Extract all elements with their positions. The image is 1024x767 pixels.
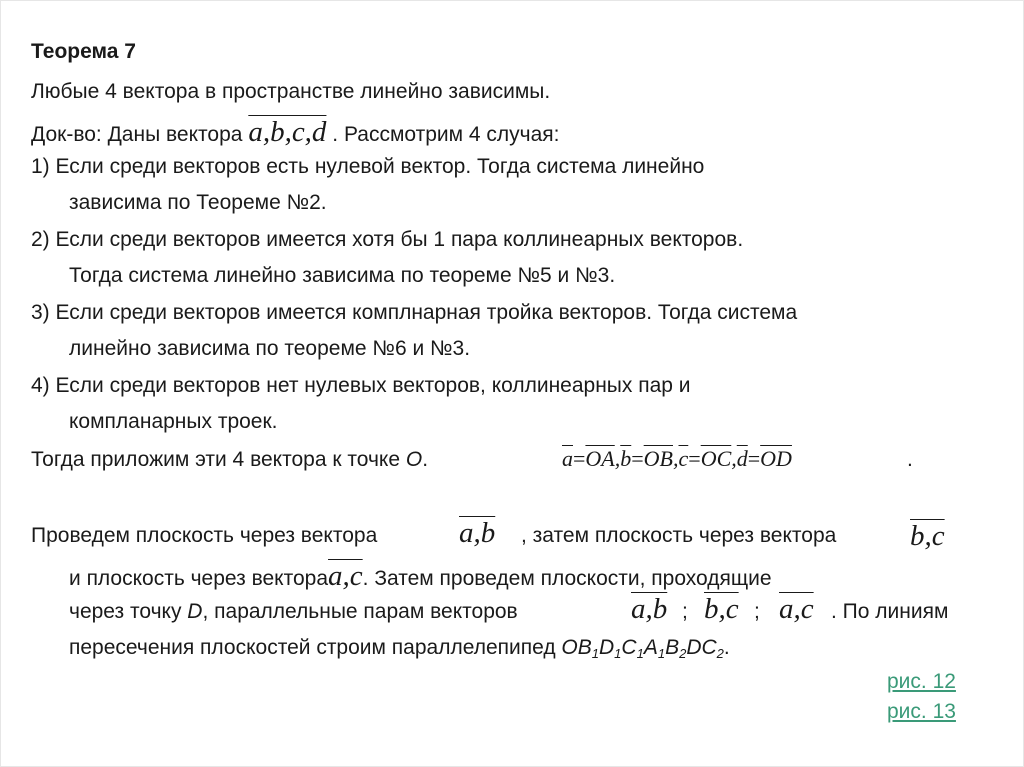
case-1-line-2: зависима по Теореме №2.: [69, 191, 327, 214]
formula-eq: =: [631, 446, 644, 471]
planes-l3-mid: , параллельные парам векторов: [202, 600, 518, 623]
planes-l1-prefix: Проведем плоскость через вектора: [31, 524, 378, 547]
point-o: O: [405, 448, 423, 471]
planes-l3-prefix: через точку: [69, 600, 182, 623]
link-fig-13[interactable]: рис. 13: [887, 700, 956, 723]
formula-oc: $\overline{OC}$: [700, 446, 732, 471]
planes-l2-prefix: и плоскость через вектора: [69, 567, 329, 590]
parallelepiped-name: $OB_1D_1C_1A_1B_2DC_2$: [561, 636, 724, 661]
proof-intro-prefix: Док-во: Даны вектора: [31, 123, 243, 146]
proof-intro-suffix: . Рассмотрим 4 случая:: [332, 123, 560, 146]
planes-l1-mid: , затем плоскость через вектора: [521, 524, 837, 547]
pair-sep-1: ;: [682, 600, 688, 623]
pair-ac: a,c: [779, 593, 814, 625]
planes-line-2: [69, 560, 772, 592]
vectors-ab: a,b: [459, 517, 496, 549]
formula-eq: =: [688, 446, 701, 471]
formula-ob: $\overline{OB}$: [643, 446, 673, 471]
case-3-line-2: линейно зависима по теореме №6 и №3.: [69, 337, 471, 360]
formula-oa: $\overline{OA}$: [585, 446, 615, 471]
proof-intro: [31, 116, 560, 148]
planes-line-4: [69, 635, 730, 661]
case-2-line-2: Тогда система линейно зависима по теореме №5 и №3.: [69, 264, 616, 287]
formula-end: .: [907, 448, 913, 471]
case-3-line-1: 3) Если среди векторов имеется комплнарная тройка векторов. Тогда система: [31, 301, 798, 324]
planes-l4-end: .: [723, 636, 730, 659]
planes-l4-prefix: пересечения плоскостей строим параллелепипед: [69, 636, 556, 659]
formula-comma: ,: [673, 446, 679, 471]
vectors-ac: a,c: [328, 560, 363, 592]
vectors-abcd: a,b,c,d: [248, 116, 327, 148]
planes-line-1: [31, 523, 377, 549]
planes-l3-suffix: . По линиям: [831, 600, 949, 623]
pair-bc: b,c: [704, 593, 739, 625]
formula-b: $\overline{b}$: [620, 446, 632, 471]
planes-line-3: [69, 599, 518, 625]
formula-od: $\overline{OD}$: [760, 446, 792, 471]
apply-text: Тогда приложим эти 4 вектора к точке: [31, 448, 401, 471]
theorem-title: Теорема 7: [31, 40, 136, 63]
vectors-bc: b,c: [910, 520, 945, 552]
planes-l2-suffix: . Затем проведем плоскости, проходящие: [362, 567, 772, 590]
pair-sep-2: ;: [754, 600, 760, 623]
formula-a: $\overline{a}$: [562, 446, 573, 471]
case-4-line-1: 4) Если среди векторов нет нулевых векторов, коллинеарных пар и: [31, 374, 691, 397]
pair-ab: a,b: [631, 593, 668, 625]
formula-c: $\overline{c}$: [678, 446, 689, 471]
formula-comma: ,: [731, 446, 737, 471]
theorem-statement: Любые 4 вектора в пространстве линейно зависимы.: [31, 80, 551, 103]
formula-comma: ,: [614, 446, 621, 471]
link-fig-12[interactable]: рис. 12: [887, 670, 956, 693]
case-1-line-1: 1) Если среди векторов есть нулевой вектор. Тогда система линейно: [31, 155, 705, 178]
formula-d: $\overline{d}$: [736, 446, 748, 471]
case-2-line-1: 2) Если среди векторов имеется хотя бы 1 пара коллинеарных векторов.: [31, 228, 744, 251]
point-d: D: [187, 600, 203, 623]
case-4-line-2: компланарных троек.: [69, 410, 278, 433]
formula-eq: =: [747, 446, 761, 471]
vector-formula: [562, 446, 792, 472]
apply-line: Тогда приложим эти 4 вектора к точке O.: [31, 448, 429, 471]
formula-eq: =: [573, 446, 586, 471]
